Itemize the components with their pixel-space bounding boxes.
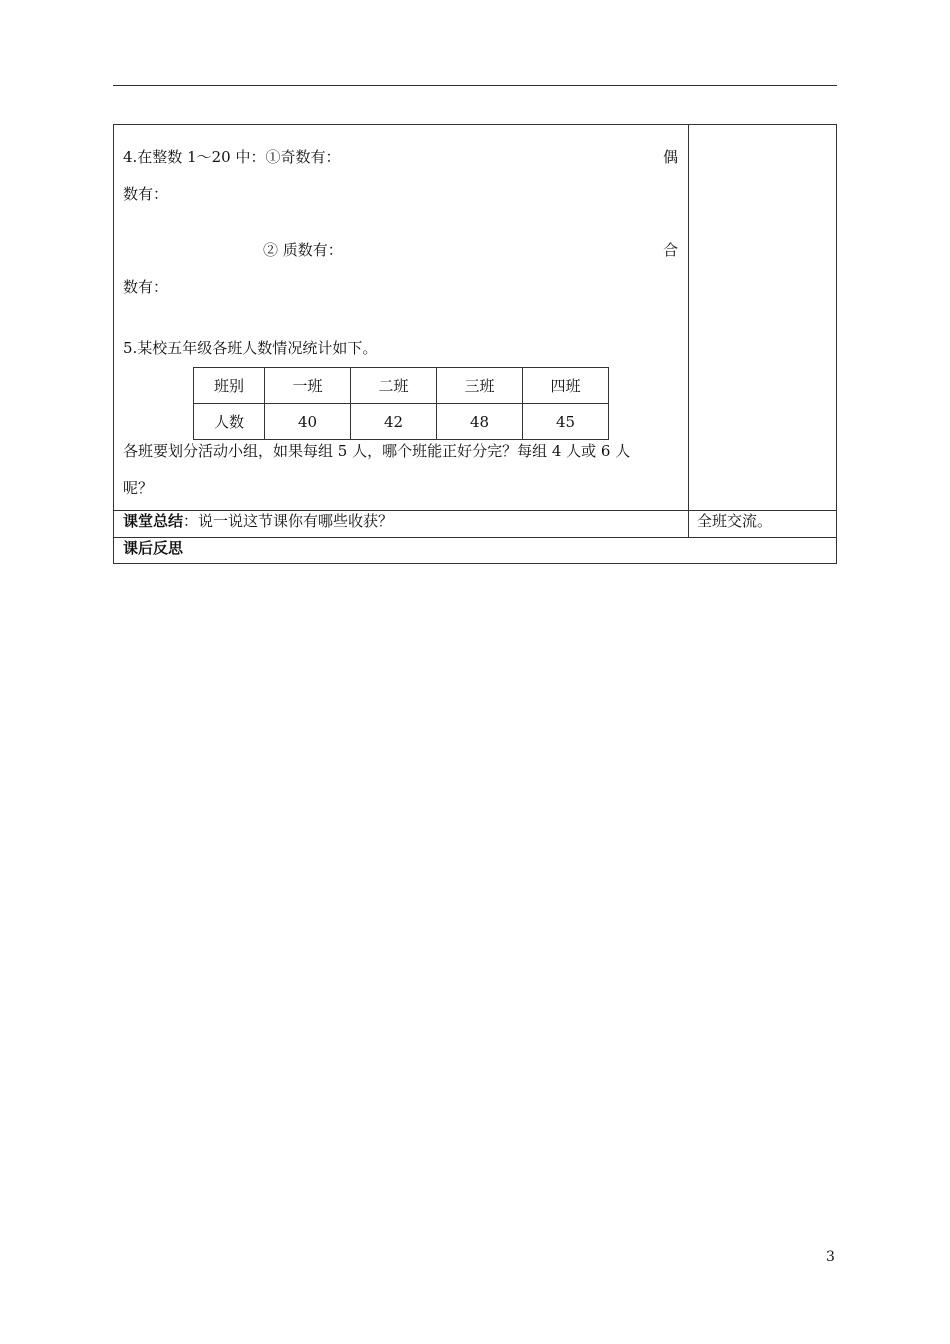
q4-even-char: 偶 [663, 148, 679, 166]
q4-composite-char: 合 [663, 241, 679, 259]
summary-label: 课堂总结 [123, 512, 184, 530]
header-rule [113, 85, 837, 86]
table-cell: 人数 [194, 404, 265, 440]
class-stats-table [193, 367, 609, 440]
table-cell: 班别 [194, 368, 265, 404]
table-cell: 45 [523, 404, 609, 440]
lesson-table [113, 124, 837, 564]
table-cell: 42 [351, 404, 437, 440]
q4-line1: 4.在整数 1～20 中：①奇数有： [123, 148, 341, 166]
table-cell: 40 [265, 404, 351, 440]
row-divider-reflection [114, 537, 836, 538]
summary-colon: ： [183, 512, 199, 530]
q5-question-line2: 呢？ [123, 479, 154, 497]
q5-question-line1: 各班要划分活动小组，如果每组 5 人，哪个班能正好分完？每组 4 人或 6 人 [123, 442, 631, 460]
table-cell: 四班 [523, 368, 609, 404]
table-row [194, 368, 609, 404]
table-cell: 一班 [265, 368, 351, 404]
reflection-label: 课后反思 [123, 539, 184, 557]
summary-right: 全班交流。 [697, 512, 773, 530]
table-cell: 48 [437, 404, 523, 440]
q4-composite-rest: 数有： [123, 278, 169, 296]
page-number: 3 [826, 1249, 835, 1265]
q4-even-rest: 数有： [123, 185, 169, 203]
q5-intro: 5.某校五年级各班人数情况统计如下。 [123, 339, 378, 357]
table-cell: 二班 [351, 368, 437, 404]
row-divider-summary [114, 510, 836, 511]
table-row [194, 404, 609, 440]
table-cell: 三班 [437, 368, 523, 404]
summary-row [123, 512, 393, 530]
summary-text: 说一说这节课你有哪些收获？ [198, 512, 394, 530]
q4-prime: ② 质数有： [263, 241, 343, 259]
column-divider [688, 125, 689, 537]
